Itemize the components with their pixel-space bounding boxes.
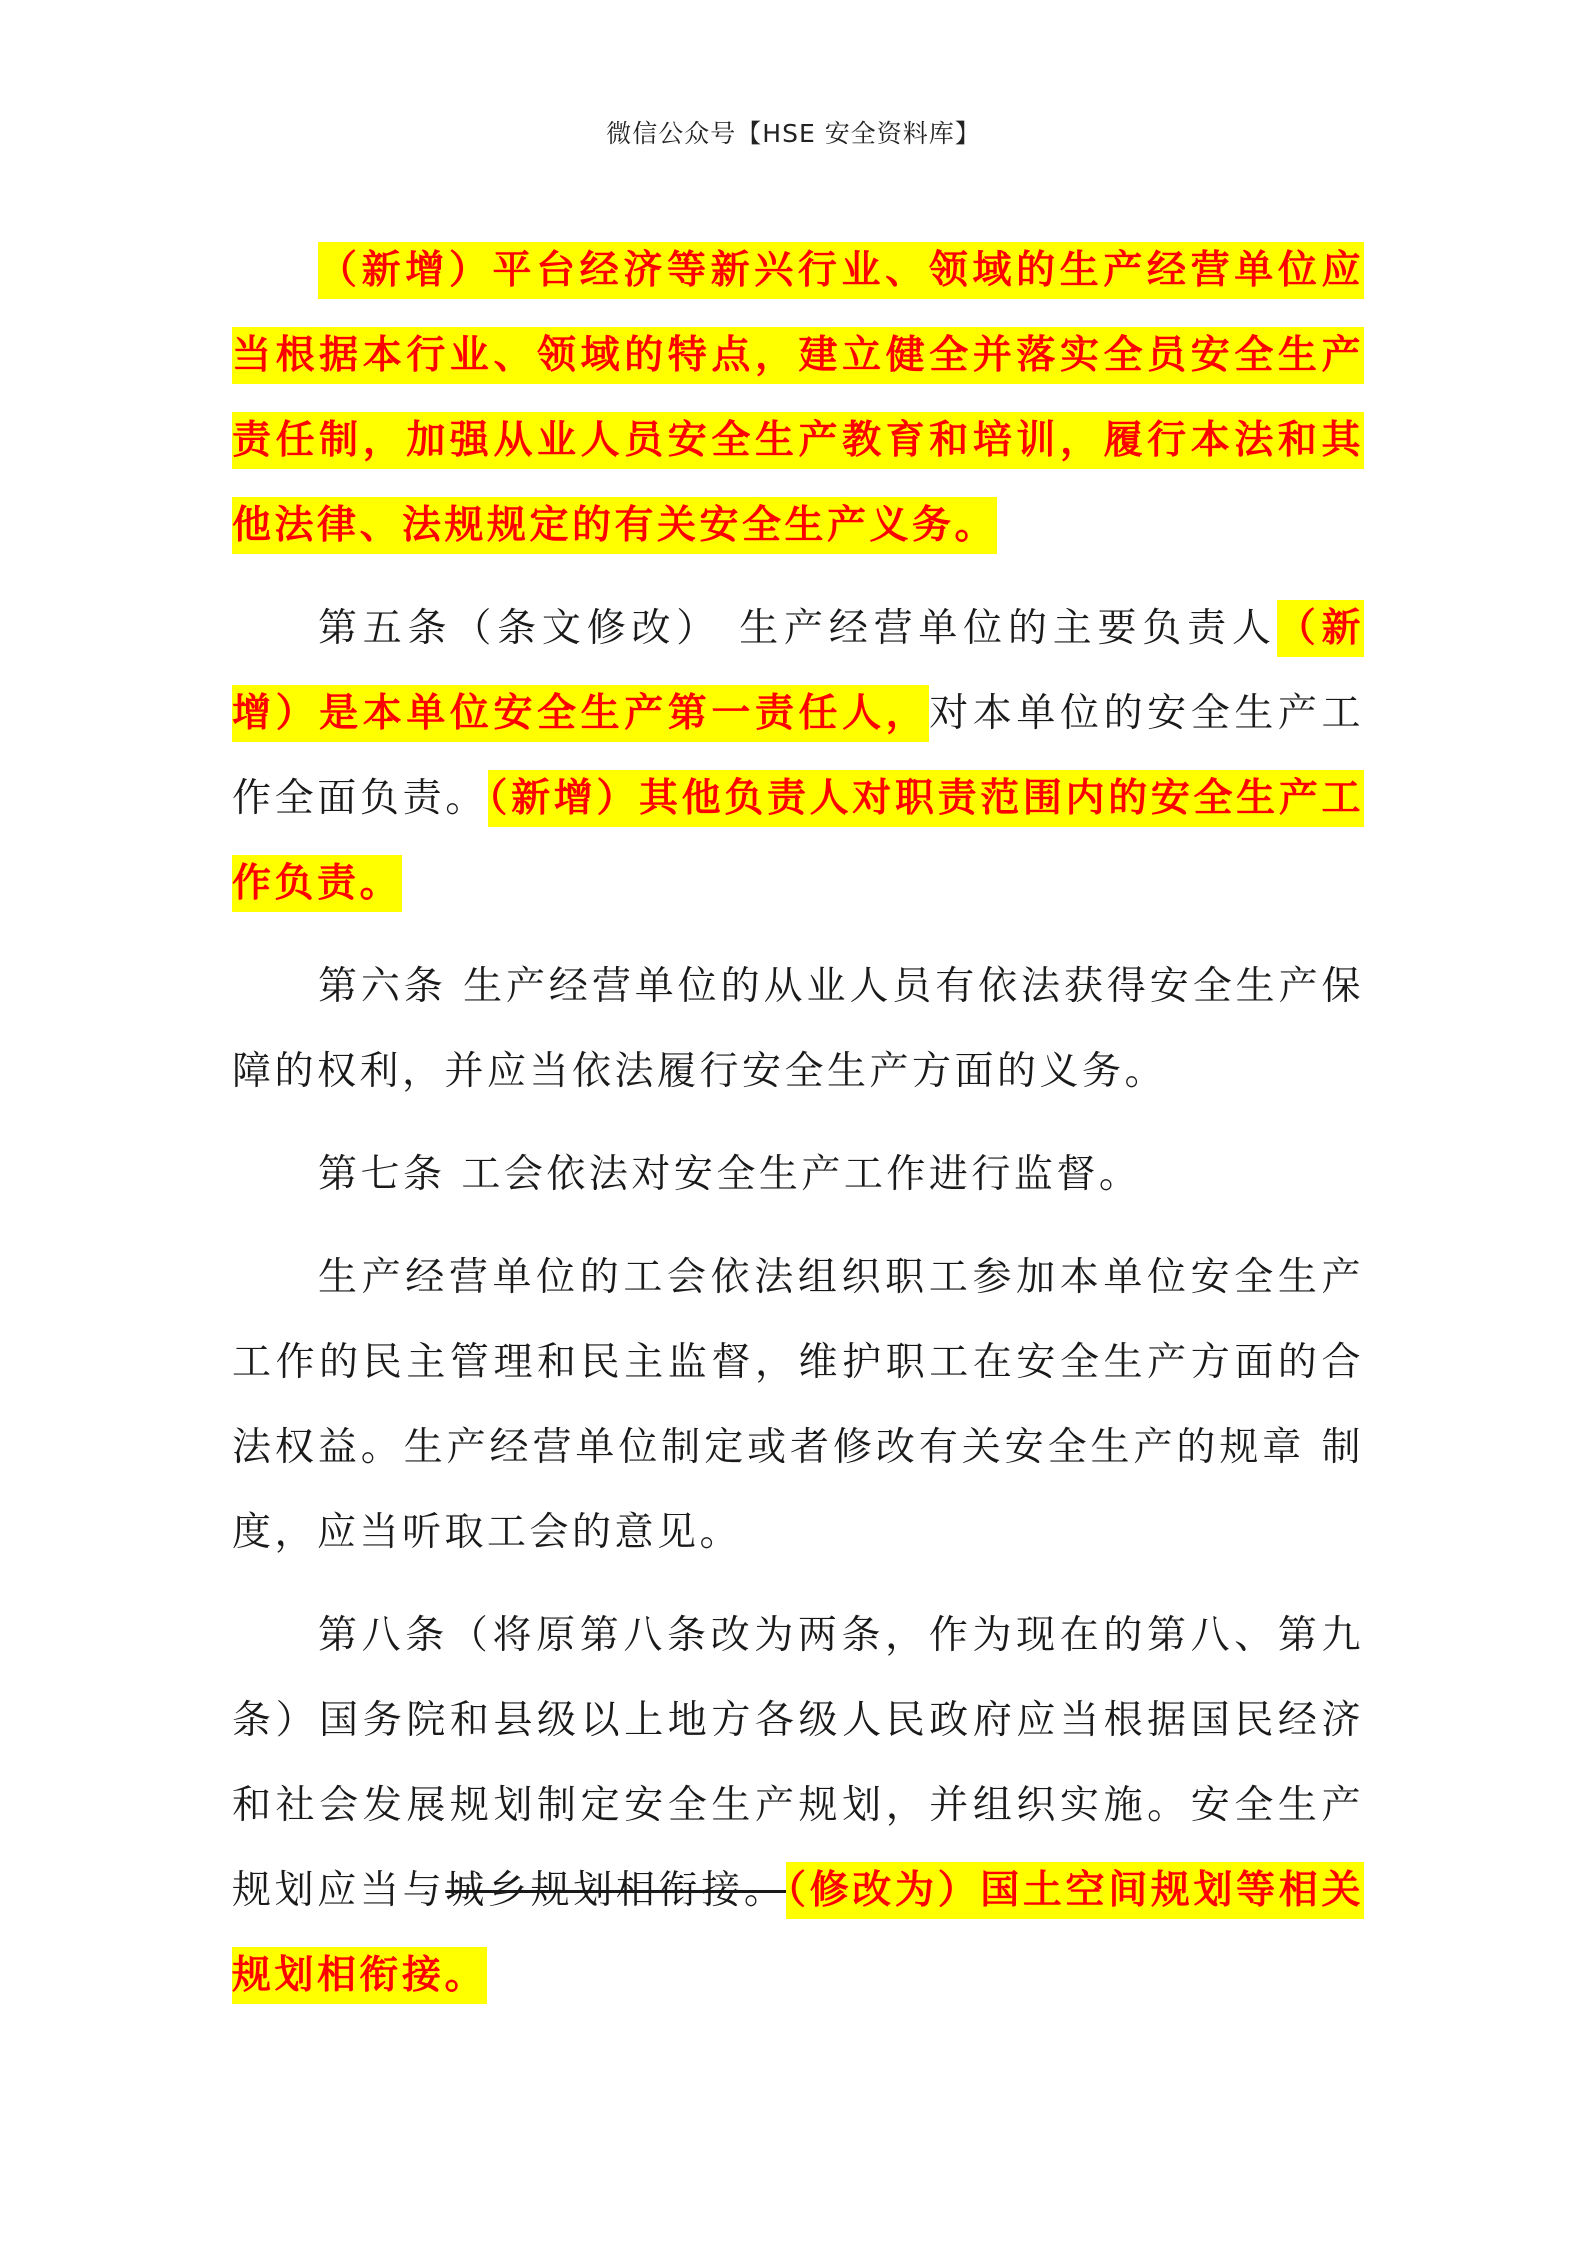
added-text-highlight: （新增）平台经济等新兴行业、领域的生产经营单位应当根据本行业、领域的特点，建立健全并落实全员安全生产责任制，加强从业人员安全生产教育和培训，履行本法和其他法律、法规规定的有关安全生产义务。 xyxy=(232,242,1364,554)
paragraph-article-7: 第七条 工会依法对安全生产工作进行监督。 xyxy=(318,1152,1142,1197)
added-text-highlight: （新增）是本单位安全生产第一责任人， xyxy=(232,600,1364,742)
deleted-text-strikethrough: 城乡规划相衔接。 xyxy=(445,1868,787,1913)
article-8-lead: 第八条（将原第八条改为两条，作为现在的第八、第九条）国务院和县级以上地方各级人民政府应当根据国民经济和社会发展规划制定安全生产规划，并组织实施。安全生产规划应当与 xyxy=(232,1613,1364,1913)
article-5-mid: 对本单位的安全生产工作全面负责。 xyxy=(232,691,1364,821)
paragraph-union: 生产经营单位的工会依法组织职工参加本单位安全生产工作的民主管理和民主监督，维护职工在安全生产方面的合法权益。生产经营单位制定或者修改有关安全生产的规章 制度，应当听取工会的意见。 xyxy=(232,1255,1364,1555)
paragraph-article-5 xyxy=(232,586,1364,926)
page-header: 微信公众号【HSE 安全资料库】 xyxy=(606,119,981,148)
document-body xyxy=(232,228,1364,2036)
paragraph-platform-economy xyxy=(232,228,1364,568)
paragraph-article-6: 第六条 生产经营单位的从业人员有依法获得安全生产保障的权利，并应当依法履行安全生产方面的义务。 xyxy=(232,964,1364,1094)
paragraph-article-8 xyxy=(232,1593,1364,2018)
article-5-lead: 第五条（条文修改） 生产经营单位的主要负责人 xyxy=(318,606,1277,651)
added-text-highlight: （新增）其他负责人对职责范围内的安全生产工作负责。 xyxy=(232,770,1364,912)
modified-text-highlight: （修改为）国土空间规划等相关规划相衔接。 xyxy=(232,1862,1364,2004)
